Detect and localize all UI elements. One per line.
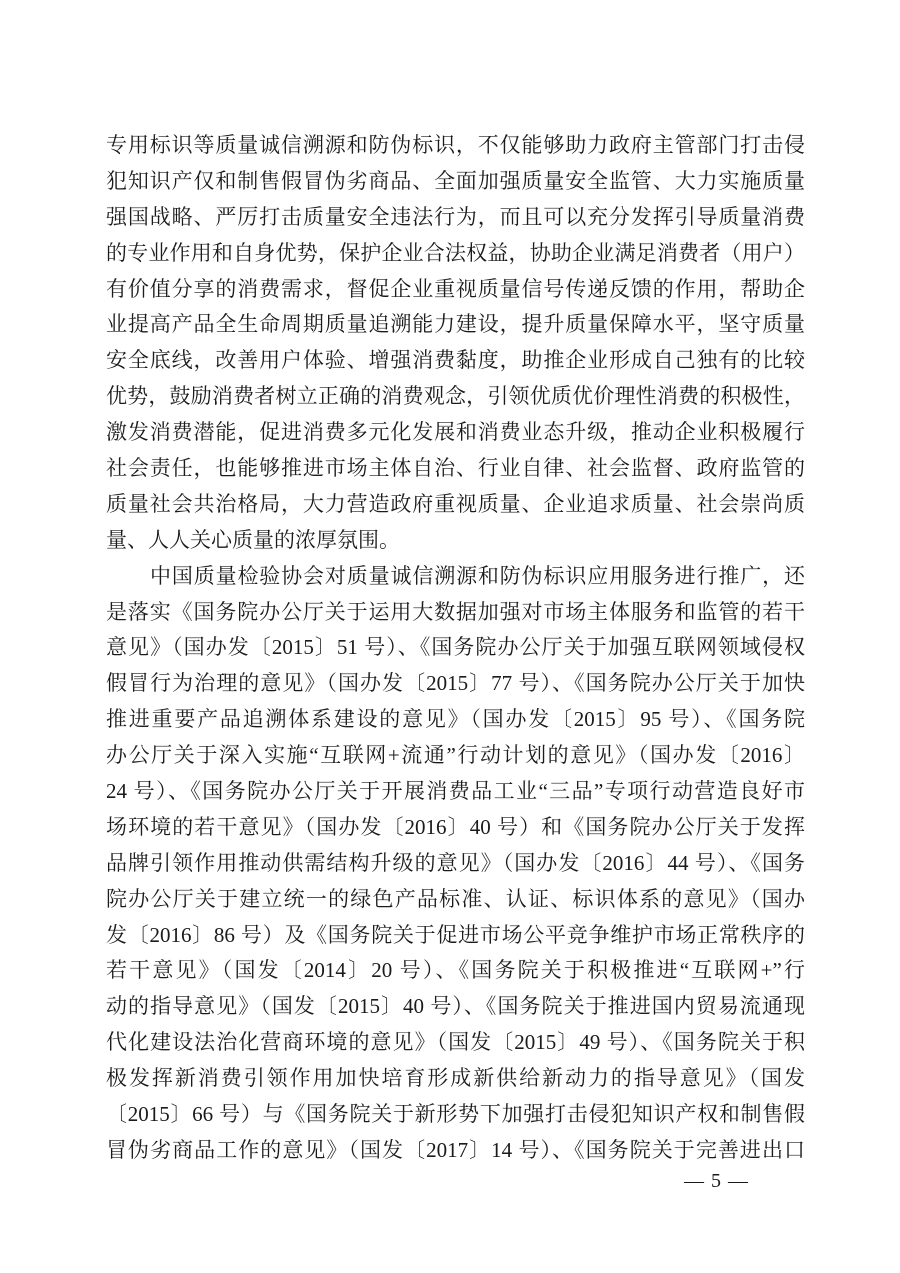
text-line: 场环境的若干意见》（国办发〔2016〕40 号）和《国务院办公厅关于发挥	[106, 814, 805, 839]
text-line: 犯知识产仅和制售假冒伪劣商品、全面加强质量安全监管、大力实施质量	[106, 168, 805, 193]
text-line: 有价值分享的消费需求，督促企业重视质量信号传递反馈的作用，帮助企	[106, 276, 805, 301]
text-line: 专用标识等质量诚信溯源和防伪标识，不仅能够助力政府主管部门打击侵	[106, 133, 805, 157]
text-line: 优势，鼓励消费者树立正确的消费观念，引领优质优价理性消费的积极性，	[106, 384, 805, 409]
body-text	[106, 128, 805, 1169]
text-line: 极发挥新消费引领作用加快培育形成新供给新动力的指导意见》（国发	[106, 1066, 805, 1091]
text-line: 是落实《国务院办公厅关于运用大数据加强对市场主体服务和监管的若干	[106, 599, 805, 624]
text-line: 社会责任，也能够推进市场主体自治、行业自律、社会监督、政府监管的	[106, 456, 805, 481]
text-line: 质量社会共治格局，大力营造政府重视质量、企业追求质量、社会崇尚质	[106, 491, 805, 516]
page-number: — 5 —	[684, 1170, 749, 1192]
text-line: 业提高产品全生命周期质量追溯能力建设，提升质量保障水平，坚守质量	[106, 312, 805, 337]
text-line: 品牌引领作用推动供需结构升级的意见》（国办发〔2016〕44 号）、《国务	[106, 850, 805, 875]
text-line: 动的指导意见》（国发〔2015〕40 号）、《国务院关于推进国内贸易流通现	[106, 994, 805, 1019]
text-line: 强国战略、严厉打击质量安全违法行为，而且可以充分发挥引导质量消费	[106, 204, 805, 229]
text-line: 假冒行为治理的意见》（国办发〔2015〕77 号）、《国务院办公厅关于加快	[106, 671, 805, 696]
text-line: 安全底线，改善用户体验、增强消费黏度，助推企业形成自己独有的比较	[106, 348, 805, 373]
text-line: 中国质量检验协会对质量诚信溯源和防伪标识应用服务进行推广，还	[150, 563, 805, 588]
text-line: 意见》（国办发〔2015〕51 号）、《国务院办公厅关于加强互联网领域侵权	[106, 635, 805, 660]
text-line: 激发消费潜能，促进消费多元化发展和消费业态升级，推动企业积极履行	[106, 420, 805, 445]
text-line: 〔2015〕66 号）与《国务院关于新形势下加强打击侵犯知识产权和制售假	[106, 1102, 805, 1127]
text-line: 办公厅关于深入实施“互联网+流通”行动计划的意见》（国办发〔2016〕	[106, 743, 805, 768]
text-line: 推进重要产品追溯体系建设的意见》（国办发〔2015〕95 号）、《国务院	[106, 707, 805, 732]
text-line: 若干意见》（国发〔2014〕20 号）、《国务院关于积极推进“互联网+”行	[106, 958, 805, 983]
text-line: 代化建设法治化营商环境的意见》（国发〔2015〕49 号）、《国务院关于积	[106, 1030, 805, 1055]
text-line: 发〔2016〕86 号）及《国务院关于促进市场公平竞争维护市场正常秩序的	[106, 922, 805, 947]
text-line: 的专业作用和自身优势，保护企业合法权益，协助企业满足消费者（用户）	[106, 240, 805, 265]
text-line: 院办公厅关于建立统一的绿色产品标准、认证、标识体系的意见》（国办	[106, 886, 805, 911]
text-line: 冒伪劣商品工作的意见》（国发〔2017〕14 号）、《国务院关于完善进出口	[106, 1137, 805, 1162]
text-line: 24 号）、《国务院办公厅关于开展消费品工业“三品”专项行动营造良好市	[106, 779, 805, 804]
text-line: 量、人人关心质量的浓厚氛围。	[106, 527, 400, 552]
